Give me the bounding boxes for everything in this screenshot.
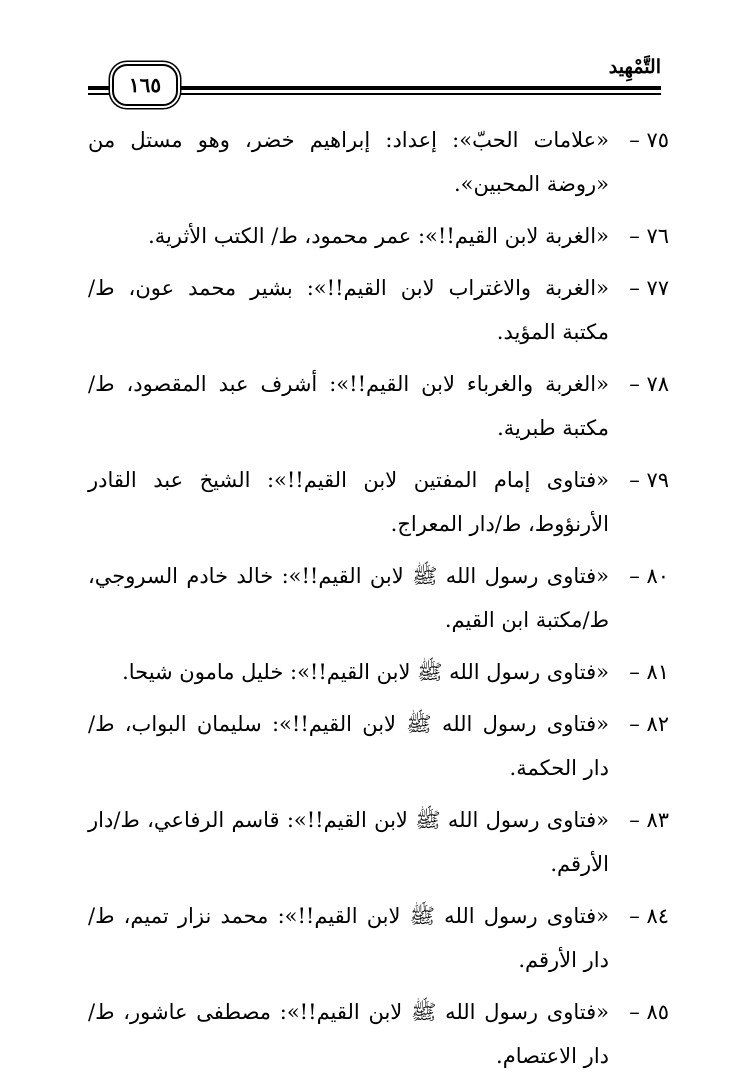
list-item <box>88 118 669 206</box>
list-item <box>88 266 669 354</box>
list-item <box>88 990 669 1078</box>
entry-number: ٨٢ – <box>629 712 669 736</box>
list-item <box>88 362 669 450</box>
list-item <box>88 894 669 982</box>
entry-number: ٧٦ – <box>629 224 669 248</box>
list-item <box>88 554 669 642</box>
entry-text: «فتاوى رسول الله ﷺ لابن القيم!!»: مصطفى عاشور، ط/ دار الاعتصام. <box>88 1000 609 1068</box>
entry-number: ٨٤ – <box>629 904 669 928</box>
running-header-title: التَّمْهِيد <box>608 56 661 78</box>
entry-number: ٧٨ – <box>629 372 669 396</box>
entry-number: ٧٩ – <box>629 468 669 492</box>
entry-text: «فتاوى رسول الله ﷺ لابن القيم!!»: قاسم الرفاعي، ط/دار الأرقم. <box>88 808 609 876</box>
entry-text: «فتاوى رسول الله ﷺ لابن القيم!!»: محمد نزار تميم، ط/ دار الأرقم. <box>88 904 609 972</box>
entry-text: «الغربة لابن القيم!!»: عمر محمود، ط/ الكتب الأثرية. <box>148 224 609 248</box>
entry-number: ٧٧ – <box>629 276 669 300</box>
entry-text: «فتاوى رسول الله ﷺ لابن القيم!!»: سليمان البواب، ط/ دار الحكمة. <box>88 712 609 780</box>
entry-number: ٨٣ – <box>629 808 669 832</box>
entry-number: ٧٥ – <box>629 128 669 152</box>
entry-text: «فتاوى إمام المفتين لابن القيم!!»: الشيخ عبد القادر الأرنؤوط، ط/دار المعراج. <box>88 468 609 536</box>
bibliography-list <box>88 118 669 1086</box>
entry-number: ٨١ – <box>629 660 669 684</box>
entry-text: «فتاوى رسول الله ﷺ لابن القيم!!»: خليل مامون شيحا. <box>122 660 609 684</box>
list-item <box>88 702 669 790</box>
entry-text: «الغربة والاغتراب لابن القيم!!»: بشير محمد عون، ط/ مكتبة المؤيد. <box>88 276 609 344</box>
entry-text: «الغربة والغرباء لابن القيم!!»: أشرف عبد المقصود، ط/ مكتبة طبرية. <box>88 372 609 440</box>
entry-number: ٨٥ – <box>629 1000 669 1024</box>
entry-number: ٨٠ – <box>629 564 669 588</box>
entry-text: «علامات الحبّ»: إعداد: إبراهيم خضر، وهو مستل من «روضة المحبين». <box>88 128 609 196</box>
page-number: ١٦٥ <box>112 64 178 106</box>
entry-text: «فتاوى رسول الله ﷺ لابن القيم!!»: خالد خادم السروجي، ط/مكتبة ابن القيم. <box>88 564 609 632</box>
list-item <box>88 650 669 694</box>
list-item <box>88 798 669 886</box>
list-item <box>88 214 669 258</box>
list-item <box>88 458 669 546</box>
